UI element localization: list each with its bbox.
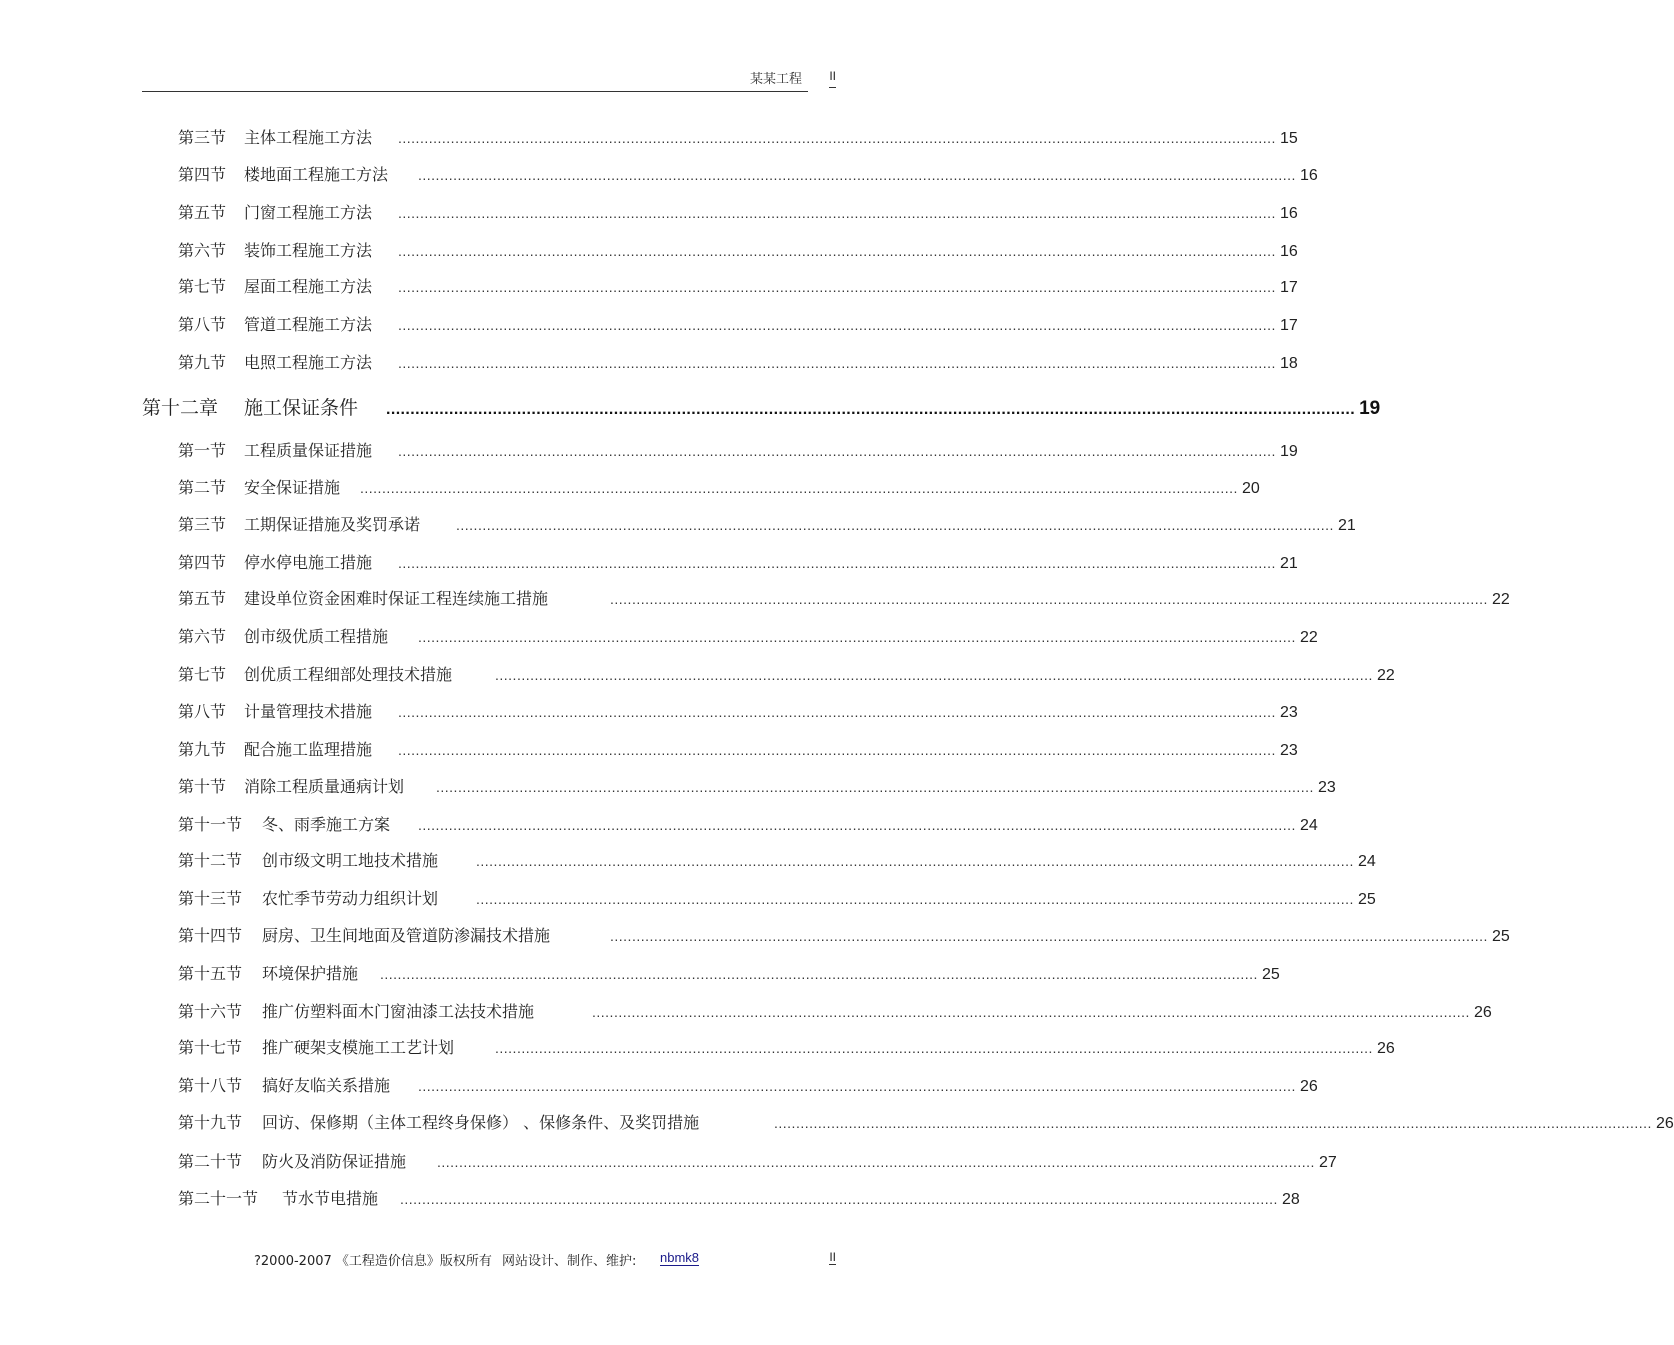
toc-entry-label <box>178 1073 390 1096</box>
toc-page-number: 28 <box>1281 1191 1300 1208</box>
toc-section-title: 建设单位资金困难时保证工程连续施工措施 <box>244 589 549 608</box>
toc-entry-label <box>178 999 534 1022</box>
toc-page-number: 25 <box>1261 966 1280 983</box>
toc-entry[interactable] <box>178 1186 1300 1209</box>
toc-entry-label <box>178 438 372 461</box>
toc-section-title: 计量管理技术措施 <box>244 702 373 721</box>
toc-section-title: 厨房、卫生间地面及管道防渗漏技术措施 <box>262 926 551 945</box>
toc-section-number: 第二节 <box>178 478 227 497</box>
toc-page-number: 22 <box>1376 667 1395 684</box>
toc-leader-dots: ........................................................................................................................................................................................................ <box>418 817 1296 833</box>
toc-leader-dots: ........................................................................................................................................................................................................ <box>398 317 1276 333</box>
toc-entry[interactable] <box>178 238 1298 261</box>
toc-section-number: 第四节 <box>178 165 227 184</box>
toc-entry-label <box>178 1186 378 1209</box>
toc-entry[interactable] <box>178 162 1318 185</box>
toc-leader-dots: ........................................................................................................................................................................................................ <box>380 966 1258 982</box>
toc-leader-dots: ........................................................................................................................................................................................................ <box>610 928 1488 944</box>
toc-section-number: 第四节 <box>178 553 227 572</box>
toc-entry[interactable] <box>178 350 1298 373</box>
toc-section-number: 第八节 <box>178 315 227 334</box>
toc-section-title: 冬、雨季施工方案 <box>262 815 391 834</box>
toc-section-title: 节水节电措施 <box>282 1189 379 1208</box>
toc-section-title: 电照工程施工方法 <box>244 353 373 372</box>
toc-section-title: 创优质工程细部处理技术措施 <box>244 665 453 684</box>
toc-leader-dots: ........................................................................................................................................................................................................ <box>398 555 1276 571</box>
toc-entry[interactable] <box>178 312 1298 335</box>
toc-page-number: 19 <box>1279 443 1298 460</box>
toc-entry-label <box>178 1110 699 1133</box>
toc-section-title: 管道工程施工方法 <box>244 315 373 334</box>
toc-section-title: 农忙季节劳动力组织计划 <box>262 889 439 908</box>
toc-page-number: 27 <box>1318 1154 1337 1171</box>
toc-entry-label <box>178 923 550 946</box>
toc-leader-dots: ........................................................................................................................................................................................................ <box>398 443 1276 459</box>
toc-section-title: 工程质量保证措施 <box>244 441 373 460</box>
toc-entry-label <box>178 1035 454 1058</box>
toc-leader-dots: ........................................................................................................................................................................................................ <box>418 1078 1296 1094</box>
toc-section-title: 工期保证措施及奖罚承诺 <box>244 515 421 534</box>
footer-copyright: ?2000-2007 《工程造价信息》版权所有 <box>254 1254 492 1269</box>
toc-entry[interactable] <box>178 848 1376 871</box>
toc-leader-dots: ........................................................................................................................................................................................................ <box>495 1040 1373 1056</box>
toc-section-title: 停水停电施工措施 <box>244 553 373 572</box>
toc-entry-label <box>178 624 388 647</box>
toc-entry[interactable] <box>178 475 1260 498</box>
toc-entry-label <box>178 774 404 797</box>
toc-page-number: 22 <box>1491 591 1510 608</box>
toc-entry-label <box>178 512 420 535</box>
toc-page-number: 17 <box>1279 279 1298 296</box>
toc-section-number: 第五节 <box>178 203 227 222</box>
toc-page-number: 26 <box>1473 1004 1492 1021</box>
toc-entry-label <box>178 886 438 909</box>
toc-entry-label <box>142 393 358 420</box>
toc-section-number: 第十节 <box>178 777 227 796</box>
toc-page-number: 24 <box>1357 853 1376 870</box>
toc-section-title: 环境保护措施 <box>262 964 359 983</box>
toc-entry-label <box>178 586 548 609</box>
toc-section-number: 第十八节 <box>178 1076 243 1095</box>
toc-section-number: 第十五节 <box>178 964 243 983</box>
page-footer <box>254 1250 838 1272</box>
toc-section-number: 第二十一节 <box>178 1189 259 1208</box>
toc-entry-label <box>178 238 372 261</box>
footer-page-number: II <box>829 1250 836 1264</box>
toc-section-number: 第六节 <box>178 241 227 260</box>
toc-section-title: 屋面工程施工方法 <box>244 277 373 296</box>
toc-entry[interactable] <box>178 774 1336 797</box>
toc-section-number: 第八节 <box>178 702 227 721</box>
toc-page-number: 21 <box>1279 555 1298 572</box>
toc-entry-label <box>178 125 372 148</box>
toc-section-number: 第十二章 <box>142 397 219 419</box>
toc-page-number: 26 <box>1655 1115 1674 1132</box>
toc-section-title: 装饰工程施工方法 <box>244 241 373 260</box>
toc-section-number: 第九节 <box>178 353 227 372</box>
toc-entry[interactable] <box>178 624 1318 647</box>
toc-page-number: 26 <box>1299 1078 1318 1095</box>
toc-entry[interactable] <box>178 200 1298 223</box>
toc-page-number: 19 <box>1359 398 1381 419</box>
toc-section-number: 第七节 <box>178 277 227 296</box>
toc-chapter[interactable] <box>142 393 1381 420</box>
toc-leader-dots: ........................................................................................................................................................................................................ <box>418 629 1296 645</box>
toc-page-number: 16 <box>1279 205 1298 222</box>
toc-leader-dots: ........................................................................................................................................................................................................ <box>456 517 1334 533</box>
toc-section-number: 第一节 <box>178 441 227 460</box>
toc-entry-label <box>178 475 340 498</box>
toc-entry[interactable] <box>178 1035 1395 1058</box>
toc-entry[interactable] <box>178 550 1298 573</box>
toc-entry-label <box>178 274 372 297</box>
toc-section-title: 主体工程施工方法 <box>244 128 373 147</box>
toc-section-title: 消除工程质量通病计划 <box>244 777 405 796</box>
toc-leader-dots: ........................................................................................................................................................................................................ <box>495 667 1373 683</box>
toc-leader-dots: ........................................................................................................................................................................................................ <box>398 279 1276 295</box>
toc-page-number: 23 <box>1279 704 1298 721</box>
header-page-number: II <box>829 68 836 88</box>
toc-leader-dots: ........................................................................................................................................................................................................ <box>476 891 1354 907</box>
toc-page-number: 18 <box>1279 355 1298 372</box>
toc-section-number: 第十六节 <box>178 1002 243 1021</box>
toc-entry-label <box>178 848 438 871</box>
toc-entry[interactable] <box>178 512 1356 535</box>
toc-leader-dots: ........................................................................................................................................................................................................ <box>436 779 1314 795</box>
toc-section-number: 第三节 <box>178 515 227 534</box>
toc-entry-label <box>178 312 372 335</box>
toc-entry[interactable] <box>178 961 1280 984</box>
toc-section-title: 搞好友临关系措施 <box>262 1076 391 1095</box>
toc-leader-dots: ........................................................................................................................................................................................................ <box>476 853 1354 869</box>
toc-section-title: 回访、保修期（主体工程终身保修） 、保修条件、及奖罚措施 <box>262 1113 700 1132</box>
toc-entry-label <box>178 162 388 185</box>
toc-leader-dots: ........................................................................................................................................................................................................ <box>592 1004 1470 1020</box>
toc-page-number: 20 <box>1241 480 1260 497</box>
toc-section-title: 创市级优质工程措施 <box>244 627 389 646</box>
toc-entry[interactable] <box>178 125 1298 148</box>
toc-leader-dots: ........................................................................................................................................................................................................ <box>386 401 1356 418</box>
toc-entry-label <box>178 812 390 835</box>
toc-section-title: 安全保证措施 <box>244 478 341 497</box>
toc-section-number: 第十一节 <box>178 815 243 834</box>
toc-section-number: 第十四节 <box>178 926 243 945</box>
toc-section-number: 第七节 <box>178 665 227 684</box>
toc-page-number: 26 <box>1376 1040 1395 1057</box>
toc-page-number: 21 <box>1337 517 1356 534</box>
toc-section-number: 第十九节 <box>178 1113 243 1132</box>
toc-entry-label <box>178 737 372 760</box>
toc-page-number: 16 <box>1279 243 1298 260</box>
toc-section-title: 推广仿塑料面木门窗油漆工法技术措施 <box>262 1002 535 1021</box>
toc-page-number: 25 <box>1357 891 1376 908</box>
toc-leader-dots: ........................................................................................................................................................................................................ <box>398 355 1276 371</box>
toc-entry[interactable] <box>178 886 1376 909</box>
toc-section-number: 第五节 <box>178 589 227 608</box>
toc-entry[interactable] <box>178 1073 1318 1096</box>
toc-leader-dots: ........................................................................................................................................................................................................ <box>398 205 1276 221</box>
toc-entry[interactable] <box>178 1149 1337 1172</box>
toc-entry[interactable] <box>178 923 1510 946</box>
toc-section-title: 配合施工监理措施 <box>244 740 373 759</box>
toc-leader-dots: ........................................................................................................................................................................................................ <box>400 1191 1278 1207</box>
toc-entry[interactable] <box>178 699 1298 722</box>
toc-section-number: 第十二节 <box>178 851 243 870</box>
toc-entry[interactable] <box>178 1110 1674 1133</box>
toc-section-title: 创市级文明工地技术措施 <box>262 851 439 870</box>
toc-entry[interactable] <box>178 737 1298 760</box>
toc-section-number: 第二十节 <box>178 1152 243 1171</box>
toc-section-title: 防火及消防保证措施 <box>262 1152 407 1171</box>
toc-section-number: 第十三节 <box>178 889 243 908</box>
toc-page-number: 23 <box>1317 779 1336 796</box>
toc-entry[interactable] <box>178 812 1318 835</box>
toc-entry-label <box>178 961 358 984</box>
toc-page-number: 23 <box>1279 742 1298 759</box>
toc-entry-label <box>178 1149 406 1172</box>
toc-entry-label <box>178 662 452 685</box>
toc-leader-dots: ........................................................................................................................................................................................................ <box>437 1154 1315 1170</box>
toc-entry-label <box>178 350 372 373</box>
toc-leader-dots: ........................................................................................................................................................................................................ <box>774 1115 1652 1131</box>
toc-entry[interactable] <box>178 999 1492 1022</box>
toc-leader-dots: ........................................................................................................................................................................................................ <box>398 130 1276 146</box>
toc-leader-dots: ........................................................................................................................................................................................................ <box>610 591 1488 607</box>
toc-section-number: 第三节 <box>178 128 227 147</box>
toc-page-number: 17 <box>1279 317 1298 334</box>
toc-entry[interactable] <box>178 586 1510 609</box>
toc-section-title: 施工保证条件 <box>244 397 359 419</box>
toc-page-number: 15 <box>1279 130 1298 147</box>
toc-section-title: 推广硬架支模施工工艺计划 <box>262 1038 455 1057</box>
footer-maintenance: 网站设计、制作、维护: <box>502 1254 637 1269</box>
toc-page-number: 16 <box>1299 167 1318 184</box>
header-title: 某某工程 <box>749 72 802 87</box>
footer-link[interactable]: nbmk8 <box>660 1250 700 1265</box>
toc-page-number: 22 <box>1299 629 1318 646</box>
toc-leader-dots: ........................................................................................................................................................................................................ <box>398 243 1276 259</box>
toc-section-number: 第十七节 <box>178 1038 243 1057</box>
toc-section-title: 楼地面工程施工方法 <box>244 165 389 184</box>
toc-leader-dots: ........................................................................................................................................................................................................ <box>418 167 1296 183</box>
toc-leader-dots: ........................................................................................................................................................................................................ <box>360 480 1238 496</box>
toc-leader-dots: ........................................................................................................................................................................................................ <box>398 742 1276 758</box>
toc-page-number: 25 <box>1491 928 1510 945</box>
toc-entry[interactable] <box>178 662 1395 685</box>
toc-leader-dots: ........................................................................................................................................................................................................ <box>398 704 1276 720</box>
toc-entry[interactable] <box>178 438 1298 461</box>
toc-section-number: 第九节 <box>178 740 227 759</box>
toc-page-number: 24 <box>1299 817 1318 834</box>
toc-entry-label <box>178 200 372 223</box>
toc-entry-label <box>178 699 372 722</box>
toc-section-number: 第六节 <box>178 627 227 646</box>
toc-entry-label <box>178 550 372 573</box>
toc-section-title: 门窗工程施工方法 <box>244 203 373 222</box>
toc-entry[interactable] <box>178 274 1298 297</box>
